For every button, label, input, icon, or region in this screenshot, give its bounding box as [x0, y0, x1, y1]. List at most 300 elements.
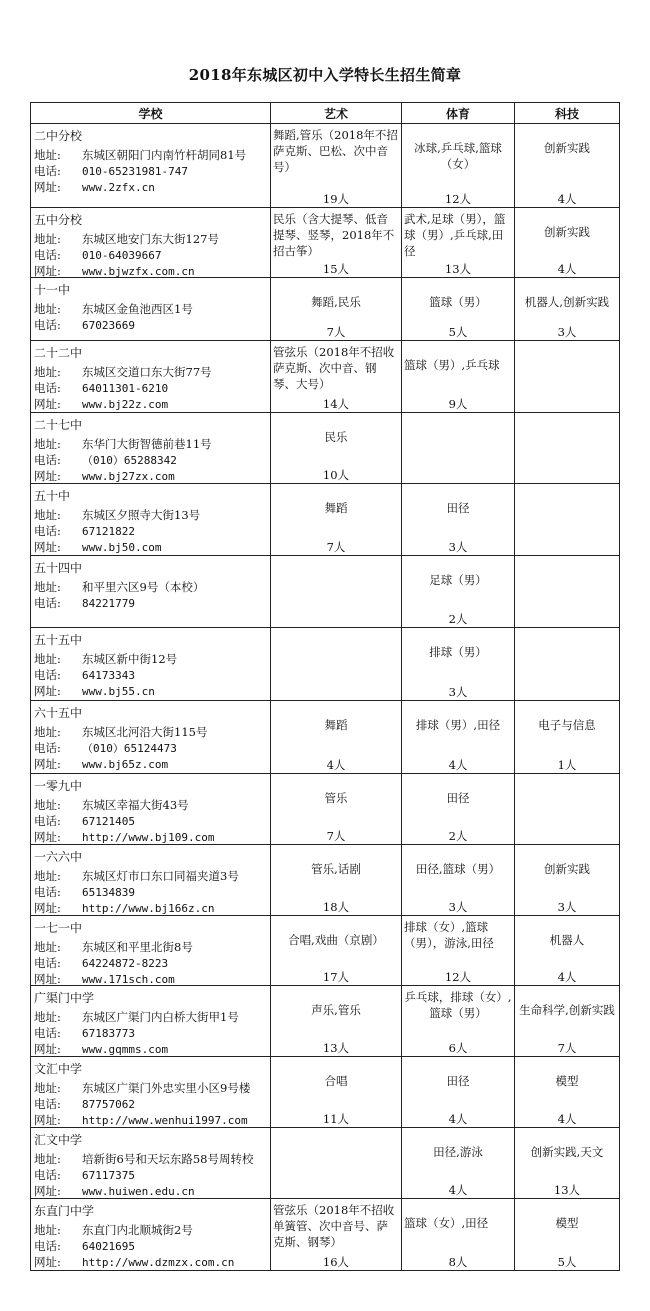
sports-cell: [402, 341, 515, 413]
school-website: [34, 468, 175, 485]
table-row: [31, 1057, 620, 1128]
school-website: [34, 1041, 168, 1058]
school-phone: [34, 740, 177, 757]
sports-items: 篮球（女）,田径: [404, 1216, 489, 1230]
tech-count: 4人: [557, 192, 577, 206]
art-items: 舞蹈,民乐: [311, 295, 361, 309]
art-cell: [271, 916, 402, 986]
tech-count: 4人: [557, 1112, 577, 1126]
school-name: 五中分校: [34, 213, 83, 227]
address-label: 地址:: [34, 302, 61, 316]
tech-count: 1人: [557, 758, 577, 772]
website-label: 网址:: [34, 972, 61, 986]
art-items: 合唱,戏曲（京剧）: [288, 933, 384, 947]
address-label: 地址:: [34, 1081, 61, 1095]
sports-count: 9人: [448, 397, 468, 411]
table-row: [31, 701, 620, 774]
sports-items: 乒乓球，排球（女）,篮球（男）: [404, 990, 512, 1020]
phone-value: 87757062: [82, 1098, 135, 1111]
school-phone: [34, 955, 168, 972]
art-cell: [271, 413, 402, 484]
phone-value: 64011301-6210: [82, 382, 169, 395]
school-address: [34, 868, 239, 884]
school-cell: [31, 208, 271, 278]
art-count: 11人: [322, 1112, 350, 1126]
school-name: 二十七中: [34, 418, 83, 432]
art-cell: [271, 278, 402, 341]
school-phone: [34, 380, 168, 397]
art-cell: [271, 628, 402, 701]
phone-value: 67023669: [82, 319, 135, 332]
tech-cell: [515, 556, 620, 628]
tech-items: 机器人: [549, 933, 585, 947]
sports-items: 冰球,乒乓球,篮球（女）: [414, 141, 502, 171]
sports-count: 4人: [448, 758, 468, 772]
tech-count: 4人: [557, 970, 577, 984]
phone-label: 电话:: [34, 524, 61, 538]
art-count: 7人: [326, 325, 346, 339]
school-website: [34, 1254, 234, 1271]
school-address: [34, 1009, 239, 1025]
phone-label: 电话:: [34, 885, 61, 899]
phone-label: 电话:: [34, 1239, 61, 1253]
address-value: 东城区广渠门外忠实里小区9号楼: [82, 1081, 251, 1095]
address-value: 东城区夕照寺大街13号: [82, 508, 201, 522]
sports-items: 田径,游泳: [433, 1145, 483, 1159]
sports-items: 田径: [446, 1074, 470, 1088]
tech-items: 创新实践: [544, 862, 590, 876]
sports-items: 武术,足球（男），篮球（男）,乒乓球,田径: [404, 212, 506, 258]
sports-items: 田径: [446, 501, 470, 515]
website-value[interactable]: www.bj27zx.com: [82, 470, 175, 483]
school-cell: [31, 124, 271, 208]
website-label: 网址:: [34, 830, 61, 844]
sports-cell: [402, 986, 515, 1057]
sports-items: 田径,篮球（男）: [415, 862, 501, 876]
tech-cell: [515, 484, 620, 556]
website-label: 网址:: [34, 901, 61, 915]
address-label: 地址:: [34, 652, 61, 666]
website-label: 网址:: [34, 397, 61, 411]
school-website: [34, 683, 155, 700]
art-cell: [271, 986, 402, 1057]
school-cell: [31, 774, 271, 845]
address-label: 地址:: [34, 232, 61, 246]
phone-label: 电话:: [34, 318, 61, 332]
header-sports: 体育: [402, 103, 515, 124]
art-items: 管弦乐（2018年不招收单簧管、次中音号、萨克斯、钢琴）: [273, 1203, 395, 1249]
tech-items: 机器人,创新实践: [524, 295, 610, 309]
table-row: [31, 628, 620, 701]
school-cell: [31, 845, 271, 916]
art-count: 18人: [322, 900, 350, 914]
school-cell: [31, 628, 271, 701]
phone-value: 67121822: [82, 525, 135, 538]
school-address: [34, 147, 246, 163]
sports-cell: [402, 845, 515, 916]
phone-label: 电话:: [34, 814, 61, 828]
address-label: 地址:: [34, 1152, 61, 1166]
school-phone: [34, 667, 135, 684]
website-value[interactable]: http://www.wenhui1997.com: [82, 1114, 248, 1127]
tech-count: 3人: [557, 325, 577, 339]
sports-cell: [402, 124, 515, 208]
school-address: [34, 724, 207, 740]
sports-cell: [402, 208, 515, 278]
school-cell: [31, 484, 271, 556]
school-cell: [31, 1199, 271, 1271]
table-row: [31, 556, 620, 628]
school-cell: [31, 701, 271, 774]
school-name: 汇文中学: [34, 1133, 83, 1147]
phone-label: 电话:: [34, 741, 61, 755]
tech-cell: [515, 278, 620, 341]
tech-cell: [515, 701, 620, 774]
school-website: [34, 1112, 248, 1129]
tech-cell: [515, 124, 620, 208]
table-row: [31, 208, 620, 278]
phone-label: 电话:: [34, 453, 61, 467]
admissions-table: [30, 102, 620, 1271]
tech-items: 创新实践,天文: [530, 1145, 604, 1159]
phone-label: 电话:: [34, 668, 61, 682]
phone-label: 电话:: [34, 596, 61, 610]
sports-items: 排球（男）,田径: [415, 718, 501, 732]
website-value[interactable]: www.bj22z.com: [82, 398, 169, 411]
phone-value: 65134839: [82, 886, 135, 899]
tech-cell: [515, 1128, 620, 1199]
header-row: [31, 103, 620, 124]
table-row: [31, 916, 620, 986]
art-items: 民乐（含大提琴、低音提琴、竖琴，2018年不招古筝）: [273, 212, 395, 258]
art-cell: [271, 341, 402, 413]
school-name: 一六六中: [34, 850, 83, 864]
school-address: [34, 1222, 193, 1238]
art-items: 声乐,管乐: [311, 1003, 361, 1017]
website-value[interactable]: www.2zfx.cn: [82, 181, 155, 194]
website-value[interactable]: http://www.bj166z.cn: [82, 902, 215, 915]
art-cell: [271, 484, 402, 556]
table-row: [31, 413, 620, 484]
tech-cell: [515, 628, 620, 701]
address-value: 东城区金鱼池西区1号: [82, 302, 193, 316]
school-name: 一零九中: [34, 779, 83, 793]
tech-count: 3人: [557, 900, 577, 914]
tech-items: 生命科学,创新实践: [519, 1003, 615, 1017]
sports-count: 3人: [448, 900, 468, 914]
sports-items: 排球（男）: [429, 645, 487, 659]
art-cell: [271, 774, 402, 845]
address-label: 地址:: [34, 1010, 61, 1024]
sports-cell: [402, 484, 515, 556]
website-value[interactable]: www.bj65z.com: [82, 758, 169, 771]
table-row: [31, 986, 620, 1057]
sports-count: 6人: [448, 1041, 468, 1055]
address-label: 地址:: [34, 580, 61, 594]
phone-label: 电话:: [34, 1026, 61, 1040]
address-value: 东城区灯市口东口同福夹道3号: [82, 869, 239, 883]
school-website: [34, 829, 214, 846]
tech-count: 4人: [557, 262, 577, 276]
address-label: 地址:: [34, 508, 61, 522]
art-items: 管弦乐（2018年不招收萨克斯、次中音、钢琴、大号）: [273, 345, 395, 391]
table-row: [31, 124, 620, 208]
art-items: 舞蹈: [324, 501, 348, 515]
address-value: 东城区地安门东大街127号: [82, 232, 219, 246]
address-value: 东城区幸福大街43号: [82, 798, 189, 812]
address-value: 东城区新中街12号: [82, 652, 178, 666]
sports-items: 篮球（男）: [429, 295, 487, 309]
phone-value: 010-64039667: [82, 249, 162, 262]
school-cell: [31, 916, 271, 986]
sports-cell: [402, 1199, 515, 1271]
website-label: 网址:: [34, 540, 61, 554]
tech-items: 电子与信息: [538, 718, 596, 732]
sports-items: 田径: [446, 791, 470, 805]
school-phone: [34, 452, 177, 469]
phone-value: 67183773: [82, 1027, 135, 1040]
website-label: 网址:: [34, 757, 61, 771]
school-phone: [34, 813, 135, 830]
sports-count: 8人: [448, 1255, 468, 1269]
address-label: 地址:: [34, 869, 61, 883]
tech-cell: [515, 774, 620, 845]
art-cell: [271, 1057, 402, 1128]
school-name: 广渠门中学: [34, 991, 95, 1005]
school-phone: [34, 1238, 135, 1255]
school-website: [34, 396, 168, 413]
art-cell: [271, 556, 402, 628]
address-label: 地址:: [34, 365, 61, 379]
tech-cell: [515, 1057, 620, 1128]
sports-cell: [402, 1057, 515, 1128]
school-name: 十一中: [34, 283, 71, 297]
sports-count: 12人: [444, 970, 472, 984]
tech-cell: [515, 208, 620, 278]
phone-value: 64173343: [82, 669, 135, 682]
website-label: 网址:: [34, 684, 61, 698]
school-name: 五十四中: [34, 561, 83, 575]
school-address: [34, 579, 204, 595]
phone-label: 电话:: [34, 1168, 61, 1182]
website-label: 网址:: [34, 264, 61, 278]
school-name: 二中分校: [34, 129, 83, 143]
phone-value: 64224872-8223: [82, 957, 169, 970]
art-count: 7人: [326, 829, 346, 843]
art-cell: [271, 124, 402, 208]
school-name: 东直门中学: [34, 1204, 95, 1218]
art-count: 16人: [322, 1255, 350, 1269]
tech-cell: [515, 916, 620, 986]
website-value[interactable]: http://www.bj109.com: [82, 831, 215, 844]
school-phone: [34, 163, 188, 180]
website-value[interactable]: www.bj55.cn: [82, 685, 155, 698]
tech-cell: [515, 986, 620, 1057]
address-value: 培新街6号和天坛东路58号周转校: [82, 1152, 254, 1166]
sports-cell: [402, 916, 515, 986]
school-address: [34, 1151, 253, 1167]
phone-label: 电话:: [34, 1097, 61, 1111]
art-count: 10人: [322, 468, 350, 482]
school-name: 文汇中学: [34, 1062, 83, 1076]
website-value[interactable]: www.171sch.com: [82, 973, 175, 986]
school-phone: [34, 317, 135, 334]
sports-items: 排球（女）,篮球（男），游泳,田径: [404, 920, 494, 950]
school-phone: [34, 523, 135, 540]
address-label: 地址:: [34, 725, 61, 739]
school-phone: [34, 1167, 135, 1184]
school-website: [34, 1183, 195, 1200]
website-label: 网址:: [34, 1255, 61, 1269]
phone-value: 67121405: [82, 815, 135, 828]
tech-cell: [515, 1199, 620, 1271]
school-website: [34, 539, 161, 556]
address-label: 地址:: [34, 798, 61, 812]
school-cell: [31, 341, 271, 413]
sports-cell: [402, 556, 515, 628]
phone-value: （010）65288342: [82, 454, 177, 467]
website-value[interactable]: www.bj50.com: [82, 541, 162, 554]
school-website: [34, 179, 155, 196]
art-count: 15人: [322, 262, 350, 276]
art-cell: [271, 1128, 402, 1199]
school-address: [34, 1080, 250, 1096]
sports-count: 3人: [448, 685, 468, 699]
school-cell: [31, 1057, 271, 1128]
table-row: [31, 1199, 620, 1271]
address-label: 地址:: [34, 437, 61, 451]
website-label: 网址:: [34, 469, 61, 483]
phone-value: 67117375: [82, 1169, 135, 1182]
phone-label: 电话:: [34, 381, 61, 395]
art-items: 管乐,话剧: [311, 862, 361, 876]
school-address: [34, 231, 219, 247]
website-value[interactable]: http://www.dzmzx.com.cn: [82, 1256, 235, 1269]
school-phone: [34, 247, 161, 264]
tech-cell: [515, 845, 620, 916]
tech-count: 13人: [553, 1183, 581, 1197]
header-art: 艺术: [271, 103, 402, 124]
art-cell: [271, 208, 402, 278]
art-count: 13人: [322, 1041, 350, 1055]
sports-cell: [402, 278, 515, 341]
school-phone: [34, 1096, 135, 1113]
school-address: [34, 939, 193, 955]
school-address: [34, 797, 189, 813]
address-value: 东城区广渠门内白桥大街甲1号: [82, 1010, 239, 1024]
address-value: 东华门大街智德前巷11号: [82, 437, 212, 451]
school-address: [34, 436, 212, 452]
address-value: 东城区交道口东大街77号: [82, 365, 212, 379]
website-label: 网址:: [34, 1184, 61, 1198]
sports-count: 2人: [448, 829, 468, 843]
table-row: [31, 484, 620, 556]
school-name: 五十五中: [34, 633, 83, 647]
school-address: [34, 507, 200, 523]
header-tech: 科技: [515, 103, 620, 124]
phone-label: 电话:: [34, 956, 61, 970]
address-value: 东直门内北顺城街2号: [82, 1223, 193, 1237]
art-count: 4人: [326, 758, 346, 772]
sports-count: 12人: [444, 192, 472, 206]
art-items: 舞蹈,管乐（2018年不招萨克斯、巴松、次中音号）: [273, 128, 398, 174]
address-value: 东城区和平里北街8号: [82, 940, 193, 954]
art-count: 17人: [322, 970, 350, 984]
address-label: 地址:: [34, 1223, 61, 1237]
phone-value: 010-65231981-747: [82, 165, 188, 178]
art-items: 合唱: [324, 1074, 348, 1088]
website-value[interactable]: www.gqmms.com: [82, 1043, 169, 1056]
school-cell: [31, 986, 271, 1057]
school-cell: [31, 413, 271, 484]
website-label: 网址:: [34, 1113, 61, 1127]
art-cell: [271, 845, 402, 916]
sports-items: 足球（男）: [429, 573, 487, 587]
phone-value: 64021695: [82, 1240, 135, 1253]
website-value[interactable]: www.huiwen.edu.cn: [82, 1185, 195, 1198]
table-row: [31, 278, 620, 341]
art-count: 7人: [326, 540, 346, 554]
sports-items: 篮球（男）,乒乓球: [404, 358, 500, 372]
sports-count: 4人: [448, 1183, 468, 1197]
art-cell: [271, 1199, 402, 1271]
school-name: 六十五中: [34, 706, 83, 720]
phone-value: 84221779: [82, 597, 135, 610]
school-name: 一七一中: [34, 921, 83, 935]
website-value[interactable]: www.bjwzfx.com.cn: [82, 265, 195, 278]
address-value: 东城区北河沿大街115号: [82, 725, 208, 739]
phone-value: （010）65124473: [82, 742, 177, 755]
tech-items: 模型: [555, 1216, 579, 1230]
art-count: 19人: [322, 192, 350, 206]
tech-cell: [515, 413, 620, 484]
school-website: [34, 900, 214, 917]
sports-count: 5人: [448, 325, 468, 339]
school-cell: [31, 278, 271, 341]
art-items: 舞蹈: [324, 718, 348, 732]
school-address: [34, 301, 193, 317]
tech-items: 模型: [555, 1074, 579, 1088]
page-title: 2018年东城区初中入学特长生招生简章: [188, 66, 462, 84]
tech-items: 创新实践: [544, 141, 590, 155]
address-label: 地址:: [34, 940, 61, 954]
sports-cell: [402, 628, 515, 701]
school-cell: [31, 556, 271, 628]
school-address: [34, 364, 212, 380]
tech-count: 5人: [557, 1255, 577, 1269]
school-name: 二十二中: [34, 346, 83, 360]
sports-count: 4人: [448, 1112, 468, 1126]
sports-count: 3人: [448, 540, 468, 554]
tech-cell: [515, 341, 620, 413]
address-label: 地址:: [34, 148, 61, 162]
sports-count: 2人: [448, 612, 468, 626]
school-phone: [34, 884, 135, 901]
school-website: [34, 756, 168, 773]
school-cell: [31, 1128, 271, 1199]
tech-count: 7人: [557, 1041, 577, 1055]
website-label: 网址:: [34, 180, 61, 194]
phone-label: 电话:: [34, 248, 61, 262]
school-phone: [34, 595, 135, 612]
art-cell: [271, 701, 402, 774]
school-phone: [34, 1025, 135, 1042]
art-count: 14人: [322, 397, 350, 411]
website-label: 网址:: [34, 1042, 61, 1056]
address-value: 和平里六区9号（本校）: [82, 580, 205, 594]
table-row: [31, 1128, 620, 1199]
art-items: 管乐: [324, 791, 348, 805]
